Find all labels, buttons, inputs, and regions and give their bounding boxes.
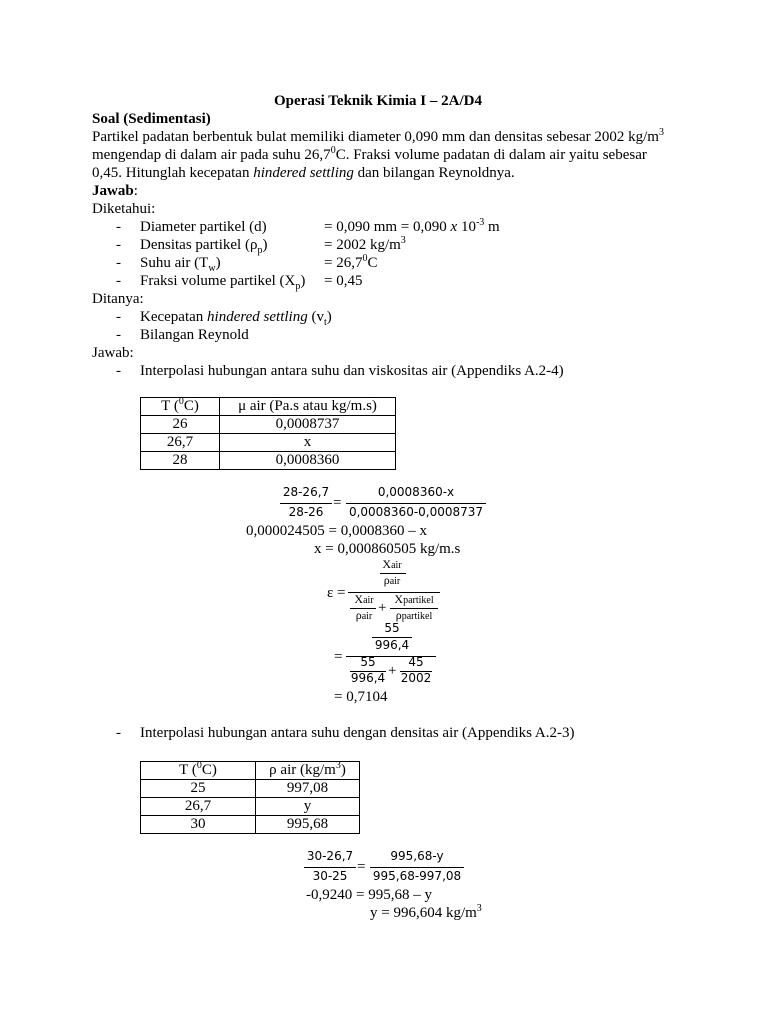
eps2-result: = 0,7104 [334,689,388,705]
table-row [141,798,360,816]
jawab-heading: Jawab: [92,183,138,199]
table-row [141,780,360,798]
eq2-line-3: y = 996,604 $kg/m^3$ [370,903,482,921]
table-cell: x [220,434,396,452]
asked-item-reynolds: - Bilangan Reynold [116,327,249,343]
eps2-num-bot: 996,4 [374,638,410,652]
known-value-density: = 2002 $kg/m^3$ [324,235,406,253]
known-item-density: - Densitas partikel $(\rho_p)$ [116,237,268,256]
eps-d2-bot: ρpartikel [395,608,433,622]
eq2-equals: = [357,859,366,875]
known-value-fraction: = 0,45 [324,273,363,289]
eq1-left-denominator: 28-26 [288,505,324,519]
known-item-fraction: - Fraksi volume partikel $(X_p)$ [116,273,306,292]
eq1-left-numerator: 28-26,7 [282,485,330,499]
asked-item-velocity: - Kecepatan hindered settling $(v_t)$ [116,309,332,328]
eps2-d1-bot: 996,4 [350,671,386,685]
ditanya-heading: Ditanya: [92,291,144,307]
eps-num-top: Xair [382,557,402,571]
problem-line-3: 0,45. Hitunglah kecepatan hindered settling dan bilangan Reynoldnya. [92,165,515,181]
table-cell: 26 [141,416,220,434]
table-cell: 995,68 [256,816,360,834]
eq2-left-denominator: 30-25 [312,869,348,883]
eq1-line-3: x = 0,000860505 kg/m.s [314,541,461,557]
table-row [141,434,396,452]
known-item-diameter: - Diameter partikel (d) [116,219,267,235]
table-header-density: ρ air $(kg/m^3)$ [256,762,360,780]
eps-d2-top: Xpartikel [394,592,434,606]
eq1-right-numerator: 0,0008360-x [377,485,455,499]
eps2-equals: = [334,649,343,665]
table-row [141,816,360,834]
table-header-temperature: T ($^0$C) [141,762,256,780]
known-value-diameter: = 0,090 mm = 0,090 x $10^{-3}$ m [324,217,500,235]
table-cell: 26,7 [141,798,256,816]
eq1-equals: = [333,495,342,511]
eq1-line-2: 0,000024505 = 0,0008360 – x [246,523,427,539]
eps2-d2-top: 45 [408,655,424,669]
table-header-temperature: T ($^0$C) [141,398,220,416]
density-table [140,761,360,834]
page-title: Operasi Teknik Kimia I – 2A/D4 [274,93,482,109]
step2-text: - Interpolasi hubungan antara suhu dengan densitas air (Appendiks A.2-3) [116,725,575,741]
table-row [141,762,360,780]
table-cell: 997,08 [256,780,360,798]
table-cell: 0,0008360 [220,452,396,470]
table-cell: 26,7 [141,434,220,452]
eps2-d1-top: 55 [360,655,376,669]
table-cell: 25 [141,780,256,798]
table-cell: y [256,798,360,816]
step1-text: - Interpolasi hubungan antara suhu dan viskositas air (Appendiks A.2-4) [116,363,564,379]
table-row [141,398,396,416]
eps2-plus: + [388,663,397,679]
problem-line-2: mengendap di dalam air pada suhu 26,7$^0$C. Fraksi volume padatan di dalam air yaitu sebesar [92,145,647,163]
table-cell: 28 [141,452,220,470]
eps-d1-top: Xair [354,592,374,606]
eq1-right-denominator: 0,0008360-0,0008737 [348,505,484,519]
table-row [141,452,396,470]
diketahui-heading: Diketahui: [92,201,156,217]
eq2-right-denominator: 995,68-997,08 [372,869,462,883]
epsilon-symbol: ε = [327,585,346,601]
eps-num-bot: ρair [383,573,401,587]
table-cell: 30 [141,816,256,834]
eq2-right-numerator: 995,68-y [390,849,444,863]
eps-plus: + [378,600,387,616]
table-cell: 0,0008737 [220,416,396,434]
eq2-line-2: -0,9240 = 995,68 – y [306,887,432,903]
eps2-d2-bot: 2002 [400,671,432,685]
jawab2-heading: Jawab: [92,345,134,361]
table-row [141,416,396,434]
section-title: Soal (Sedimentasi) [92,111,211,127]
eq2-left-numerator: 30-26,7 [306,849,354,863]
table-header-viscosity: μ air (Pa.s atau kg/m.s) [220,398,396,416]
eps2-num-top: 55 [384,621,400,635]
viscosity-table [140,397,396,470]
problem-line-1: Partikel padatan berbentuk bulat memiliki diameter 0,090 mm dan densitas sebesar 2002 $kg/m^3$ [92,127,664,145]
known-item-temperature: - Suhu air $(T_w)$ [116,255,221,274]
eps-d1-bot: ρair [355,608,373,622]
known-value-temperature: = $26,7^0C$ [324,253,378,271]
